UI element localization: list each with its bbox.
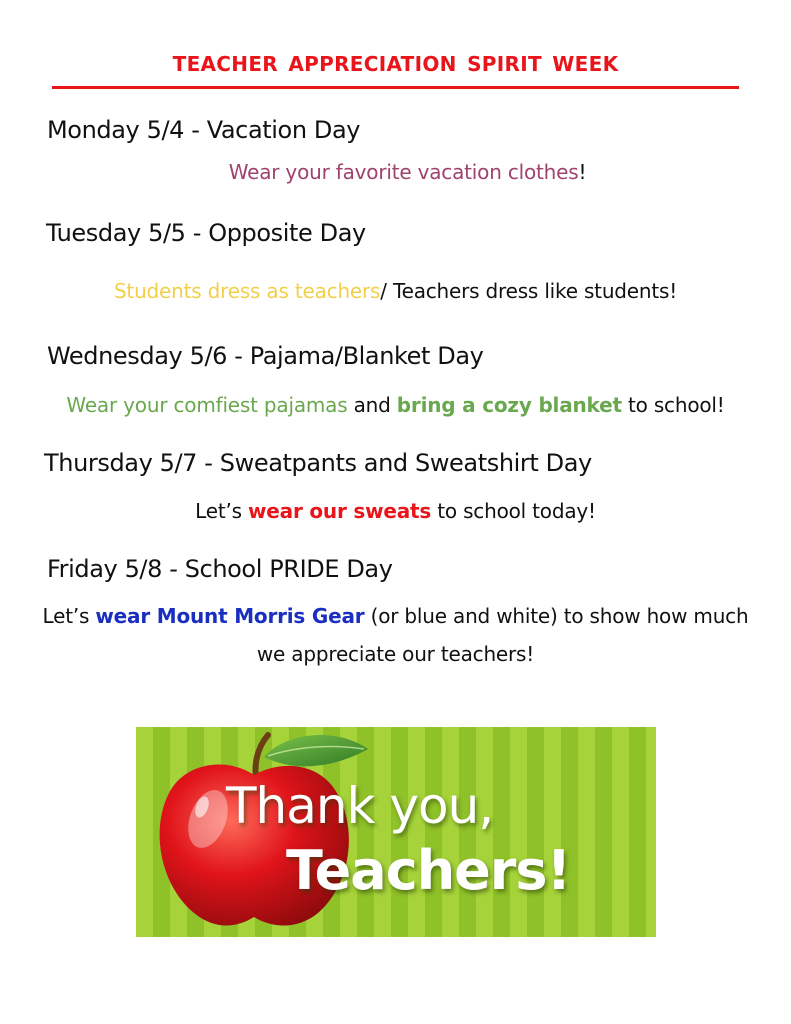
monday-heading: Monday 5/4 - Vacation Day (47, 116, 361, 144)
wednesday-desc-highlight1: Wear your comfiest pajamas (66, 393, 348, 417)
friday-desc-highlight: wear Mount Morris Gear (95, 604, 365, 628)
monday-desc-highlight: Wear your favorite vacation clothes (228, 160, 579, 184)
thursday-heading: Thursday 5/7 - Sweatpants and Sweatshirt Day (44, 449, 592, 477)
banner-line2: Teachers! (286, 839, 571, 902)
title-underline (52, 86, 739, 89)
friday-description (40, 597, 751, 673)
friday-desc-end: (or blue and white) to show how much we appreciate our teachers! (256, 604, 749, 666)
thursday-desc-highlight: wear our sweats (248, 499, 432, 523)
thursday-desc-start: Let’s (195, 499, 249, 523)
monday-description (0, 160, 791, 184)
monday-desc-end: ! (578, 160, 587, 184)
tuesday-desc-highlight: Students dress as teachers (113, 279, 381, 303)
tuesday-desc-rest: / Teachers dress like students! (380, 279, 678, 303)
wednesday-heading: Wednesday 5/6 - Pajama/Blanket Day (47, 342, 484, 370)
tuesday-description (0, 279, 791, 303)
thank-you-banner (136, 727, 656, 937)
page-title: teacher appreciation spirit week (172, 44, 619, 78)
friday-desc-start: Let’s (42, 604, 96, 628)
wednesday-desc-end: to school! (621, 393, 725, 417)
thursday-desc-end: to school today! (431, 499, 596, 523)
wednesday-desc-and: and (347, 393, 397, 417)
wednesday-description (0, 393, 791, 417)
friday-heading: Friday 5/8 - School PRIDE Day (47, 555, 393, 583)
wednesday-desc-highlight2: bring a cozy blanket (396, 393, 622, 417)
banner-line1: Thank you, (226, 777, 494, 835)
tuesday-heading: Tuesday 5/5 - Opposite Day (46, 219, 366, 247)
thursday-description (0, 499, 791, 523)
